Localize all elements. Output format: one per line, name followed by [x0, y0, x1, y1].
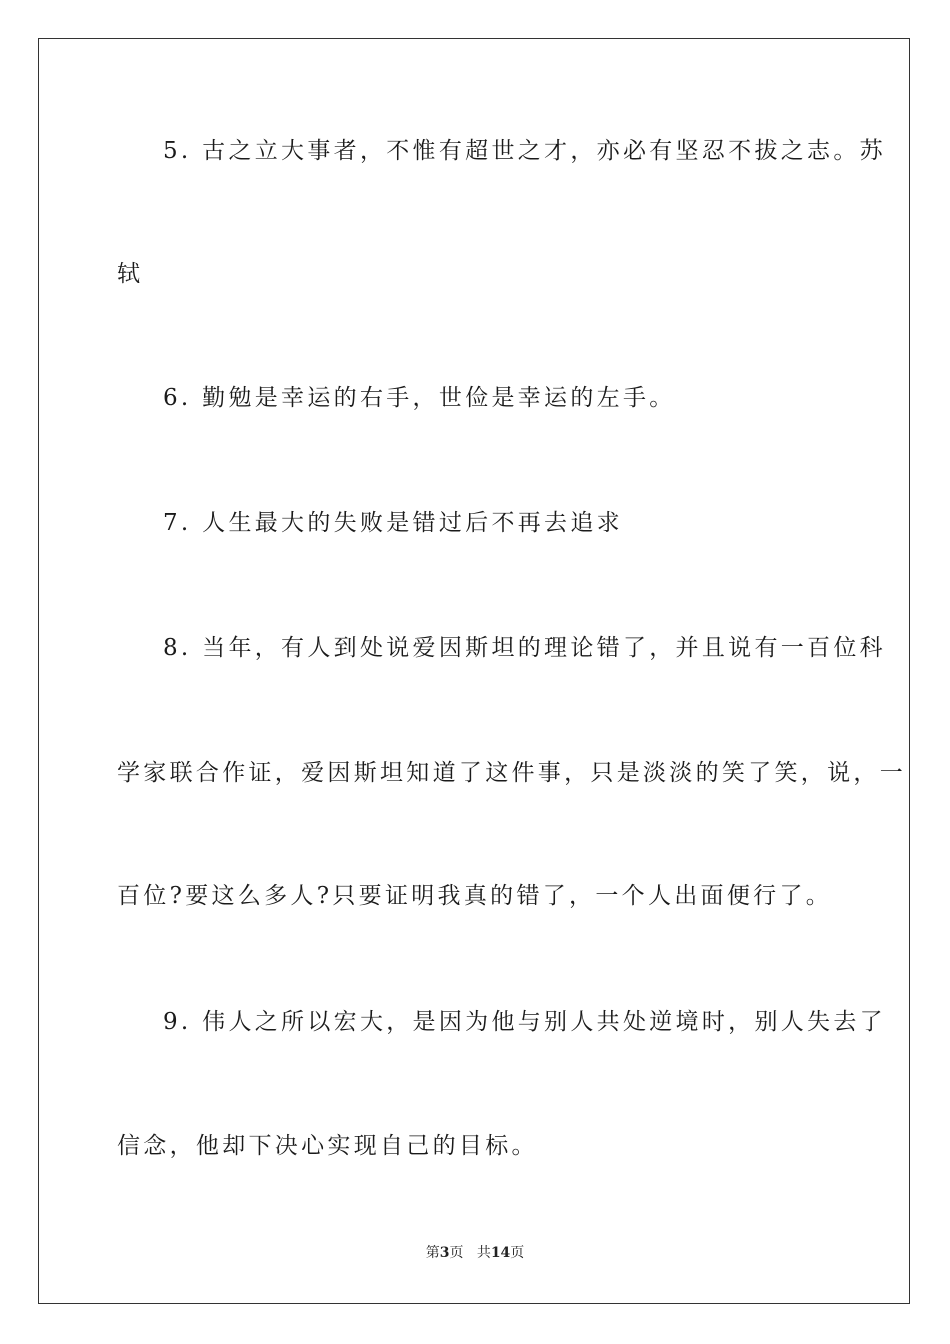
quote-6: 6. 勤勉是幸运的右手，世俭是幸运的左手。 [163, 385, 676, 411]
page-footer [0, 1243, 950, 1263]
footer-total-pages: 14 [490, 1245, 511, 1261]
footer-total-prefix: 共 [476, 1245, 491, 1261]
footer-page-number: 3 [439, 1245, 450, 1261]
footer-page-prefix: 第 [425, 1245, 440, 1261]
quote-9-line-1: 9. 伟人之所以宏大，是因为他与别人共处逆境时，别人失去了 [163, 1009, 886, 1035]
footer-total-suffix: 页 [510, 1245, 525, 1261]
quote-9-line-2: 信念，他却下决心实现自己的目标。 [117, 1133, 538, 1159]
quote-8-line-1: 8. 当年，有人到处说爱因斯坦的理论错了，并且说有一百位科 [163, 635, 886, 661]
quote-5-line-2: 轼 [117, 261, 144, 287]
quote-5-line-1: 5. 古之立大事者，不惟有超世之才，亦必有坚忍不拔之志。苏 [163, 138, 886, 164]
quote-8-line-3: 百位?要这么多人?只要证明我真的错了，一个人出面便行了。 [117, 883, 833, 909]
quote-7: 7. 人生最大的失败是错过后不再去追求 [163, 510, 623, 536]
quote-8-line-2: 学家联合作证，爱因斯坦知道了这件事，只是淡淡的笑了笑，说，一 [117, 760, 906, 786]
footer-page-suffix: 页 [449, 1245, 464, 1261]
page-border [38, 38, 910, 1304]
